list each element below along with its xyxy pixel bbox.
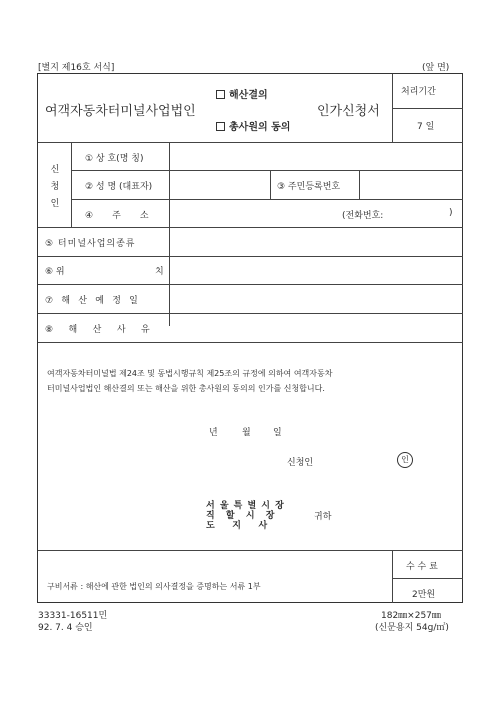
- title-left: 여객자동차터미널사업법인: [45, 104, 196, 119]
- addressee-suffix: 귀하: [314, 512, 332, 522]
- dissolution-reason-field[interactable]: [171, 315, 461, 340]
- addressee-city-mayor: 직 할 시 장: [206, 511, 275, 521]
- required-documents: 구비서류 : 해산에 관한 법인의 의사결정을 증명하는 서류 1부: [47, 582, 261, 591]
- date-day: 일: [273, 428, 282, 438]
- location-label-end: 치: [155, 267, 164, 277]
- paper-spec: (신문용지 54g/㎡): [375, 623, 449, 633]
- processing-period-value: 7 일: [417, 122, 435, 132]
- company-name-label: ① 상 호(명 칭): [85, 154, 144, 164]
- business-type-label: ⑤ 터미널사업의종류: [45, 239, 136, 249]
- date-month: 월: [242, 428, 251, 438]
- dissolution-date-label: ⑦ 해 산 예 정 일: [45, 296, 138, 306]
- page-side-label: (앞 면): [422, 63, 450, 73]
- statement-line-2: 터미널사업법인 해산결의 또는 해산을 위한 총사원의 동의의 인가를 신청합니다.: [47, 384, 325, 393]
- date-year: 년: [209, 428, 218, 438]
- business-type-field[interactable]: [171, 229, 461, 254]
- phone-close: ): [449, 208, 453, 218]
- addressee-governor: 도 지 사: [206, 521, 268, 531]
- processing-period-label: 처리기간: [401, 87, 436, 97]
- application-form: [37, 73, 463, 603]
- fee-label: 수 수 료: [406, 562, 438, 572]
- representative-label: ② 성 명 (대표자): [85, 182, 153, 192]
- location-label: ⑥ 위: [45, 267, 65, 277]
- dissolution-reason-label: ⑧ 해 산 사 유: [45, 325, 150, 335]
- checkbox-dissolution-resolution[interactable]: [216, 90, 225, 99]
- fee-value: 2만원: [412, 590, 436, 600]
- paper-size: 182㎜×257㎜: [381, 611, 441, 621]
- option-partner-consent: 총사원의 동의: [216, 118, 290, 133]
- approval-date: 92. 7. 4 승인: [38, 623, 93, 633]
- resident-number-label: ③ 주민등록번호: [277, 182, 341, 192]
- phone-field[interactable]: [394, 201, 449, 225]
- applicant-section-label: 신 청 인: [50, 165, 60, 209]
- seal-mark: 인: [397, 452, 413, 468]
- phone-label: (전화번호:: [342, 211, 384, 221]
- dissolution-date-field[interactable]: [171, 286, 461, 311]
- addressee-seoul-mayor: 서 울 특 별 시 장: [206, 501, 285, 511]
- title-right: 인가신청서: [317, 104, 380, 119]
- address-field[interactable]: [171, 201, 341, 225]
- location-field[interactable]: [171, 258, 461, 282]
- address-label: ④ 주 소: [85, 211, 149, 221]
- form-number: [별지 제16호 서식]: [38, 63, 115, 73]
- applicant-signature-label: 신청인: [287, 458, 314, 468]
- company-name-field[interactable]: [171, 144, 461, 168]
- checkbox-partner-consent[interactable]: [216, 122, 225, 131]
- representative-field[interactable]: [171, 172, 268, 197]
- form-code: 33331-16511민: [38, 611, 108, 621]
- resident-number-field[interactable]: [361, 172, 461, 197]
- option-dissolution-resolution: 해산결의: [216, 86, 268, 101]
- statement-line-1: 여객자동차터미널법 제24조 및 동법시행규칙 제25조의 규정에 의하여 여객자동차: [47, 369, 333, 378]
